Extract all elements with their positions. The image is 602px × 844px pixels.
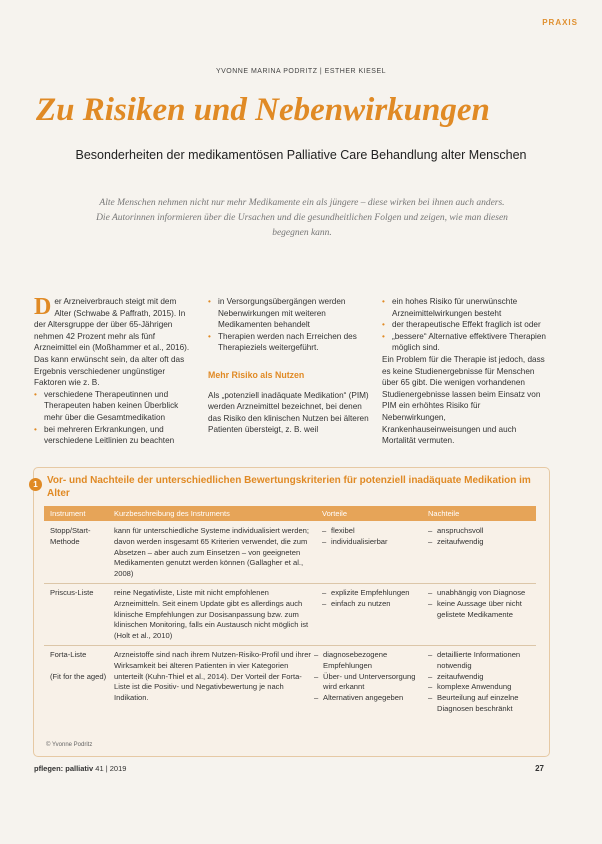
list-item: • ein hohes Risiko für unerwünschte Arzneimittelwirkungen besteht — [382, 296, 546, 319]
cell-cons — [428, 526, 532, 548]
paragraph: er Arzneiverbrauch steigt mit dem Alter (Schwabe & Paffrath, 2015). In der Altersgruppe der über 65-Jährigen nehmen 42 Prozent mehr als fünf Arzneimittel ein (Moßhammer et al., 2016). Das kann erwünscht sein, da alter oft das Ergebnis verschiedener ungünstiger Faktoren wie z. B. — [34, 297, 190, 388]
footer-magazine — [34, 764, 126, 773]
cell-cons — [428, 588, 532, 620]
cell-description: reine Negativliste, Liste mit nicht empfohlenen Arzneimitteln. Seit einem Update gibt es allerdings auch klinische Empfehlungen zur Dosisanpassung bzw. zum klinischen Monitoring, falls ein Austausch nicht möglich ist (Holt et al., 2010) — [114, 588, 309, 641]
pro-item: – einfach zu nutzen — [322, 599, 422, 610]
subheading: Mehr Risiko als Nutzen — [208, 369, 305, 380]
cell-description: Arzneistoffe sind nach ihrem Nutzen-Risiko-Profil und ihrer Wirksamkeit bei älteren Patienten in vier Kategorien unterteilt (Kuhn-Thiel et al., 2014). Der Vorteil der Forta-Liste ist die Positiv- und Negativbewertung je nach Indikation. — [114, 650, 311, 703]
article-subtitle: Besonderheiten der medikamentösen Palliative Care Behandlung alter Menschen — [75, 148, 527, 162]
list-item: • in Versorgungsübergängen werden Nebenwirkungen mit weiteren Medikamenten behandelt — [208, 296, 373, 331]
box-number-badge: 1 — [29, 478, 42, 491]
column-header: Instrument — [50, 509, 86, 518]
con-item: – anspruchsvoll — [428, 526, 532, 537]
table-row — [44, 646, 536, 738]
cell-instrument — [50, 526, 110, 548]
list-item: • verschiedene Therapeutinnen und Therapeuten haben keinen Überblick mehr über die Gesamtmedikation — [34, 389, 194, 424]
bullet-list — [382, 296, 546, 354]
cell-description: kann für unterschiedliche Systeme individualisiert werden; davon werden insgesamt 65 Kriterien verwendet, die zum Absetzen – aber auch zum Einsetzen – von geeigneten Medikamenten genutzt werden können (Gallagher et al., 2008) — [114, 526, 310, 579]
con-item: – detaillierte Informationen notwendig — [428, 650, 532, 672]
cell-pros — [314, 650, 422, 704]
issue-number: 41 | 2019 — [95, 764, 127, 773]
authors: YVONNE MARINA PODRITZ | ESTHER KIESEL — [215, 68, 387, 75]
cell-instrument — [50, 650, 110, 683]
pro-item: – individualisierbar — [322, 537, 422, 548]
con-item: – komplexe Anwendung — [428, 682, 532, 693]
pro-item: – explizite Empfehlungen — [322, 588, 422, 599]
text-column-1 — [34, 296, 194, 447]
con-item: – keine Aussage über nicht gelistete Medikamente — [428, 599, 532, 621]
cell-cons — [428, 650, 532, 715]
bullet-list — [208, 296, 373, 354]
bullet-list — [34, 389, 194, 447]
dropcap: D — [34, 294, 52, 320]
paragraph: Als „potenziell inadäquate Medikation“ (PIM) werden Arzneimittel bezeichnet, bei denen das Risiko den klinischen Nutzen bei älteren Patienten übersteigt, z. B. weil — [208, 390, 369, 435]
instrument-name: Stopp/Start-Methode — [50, 526, 91, 546]
paragraph: Ein Problem für die Therapie ist jedoch, dass es keine Studienergebnisse für Menschen über 65 gibt. Die wenigen vorhandenen Studienergebnisse lassen beim Einsatz von PIM ein erhöhtes Risiko für Nebenwirkungen, Krankenhauseinweisungen und auch Mortalität vermuten. — [382, 354, 545, 446]
cell-instrument — [50, 588, 110, 599]
page-number: 27 — [535, 764, 544, 773]
column-header: Nachteile — [428, 509, 460, 518]
article-lead: Alte Menschen nehmen nicht nur mehr Medikamente ein als jüngere – diese wirken bei ihnen auch anders. Die Autorinnen informieren über die Ursachen und die gesundheitlichen Folgen und zeigen, wie man diesen begegnen kann. — [96, 198, 508, 238]
list-item: • der therapeutische Effekt fraglich ist oder — [382, 319, 546, 331]
con-item: – Beurteilung auf einzelne Diagnosen beschränkt — [428, 693, 532, 715]
list-item: • „bessere“ Alternative effektivere Therapien möglich sind. — [382, 331, 546, 354]
text-column-2 — [208, 296, 373, 436]
con-item: – zeitaufwendig — [428, 672, 532, 683]
column-header: Kurzbeschreibung des Instruments — [114, 509, 230, 518]
section-tag: PRAXIS — [542, 18, 578, 27]
magazine-name: pflegen: palliativ — [34, 764, 94, 773]
table-row — [44, 584, 536, 646]
cell-pros — [322, 588, 422, 610]
con-item: – unabhängig von Diagnose — [428, 588, 532, 599]
list-item: • bei mehreren Erkrankungen, und verschiedene Leitlinien zu beachten — [34, 424, 194, 447]
instrument-name: Forta-Liste — [50, 650, 87, 659]
pro-item: – Über- und Unterversorgung wird erkannt — [314, 672, 422, 694]
column-header: Vorteile — [322, 509, 348, 518]
pro-item: – Alternativen angegeben — [314, 693, 422, 704]
pro-item: – flexibel — [322, 526, 422, 537]
text-column-3 — [382, 296, 546, 447]
list-item: • Therapien werden nach Erreichen des Therapieziels weitergeführt. — [208, 331, 373, 354]
table-row — [44, 522, 536, 584]
pro-item: – diagnosebezogene Empfehlungen — [314, 650, 422, 672]
instrument-subtitle: (Fit for the aged) — [50, 671, 107, 681]
cell-pros — [322, 526, 422, 548]
image-credit: © Yvonne Podritz — [46, 742, 93, 748]
con-item: – zeitaufwendig — [428, 537, 532, 548]
box-title: Vor- und Nachteile der unterschiedlichen Bewertungskriterien für potenziell inadäquate Medikation im Alter — [47, 475, 531, 499]
article-title: Zu Risiken und Nebenwirkungen — [36, 92, 490, 128]
table-header — [44, 506, 536, 521]
instrument-name: Priscus-Liste — [50, 588, 94, 597]
